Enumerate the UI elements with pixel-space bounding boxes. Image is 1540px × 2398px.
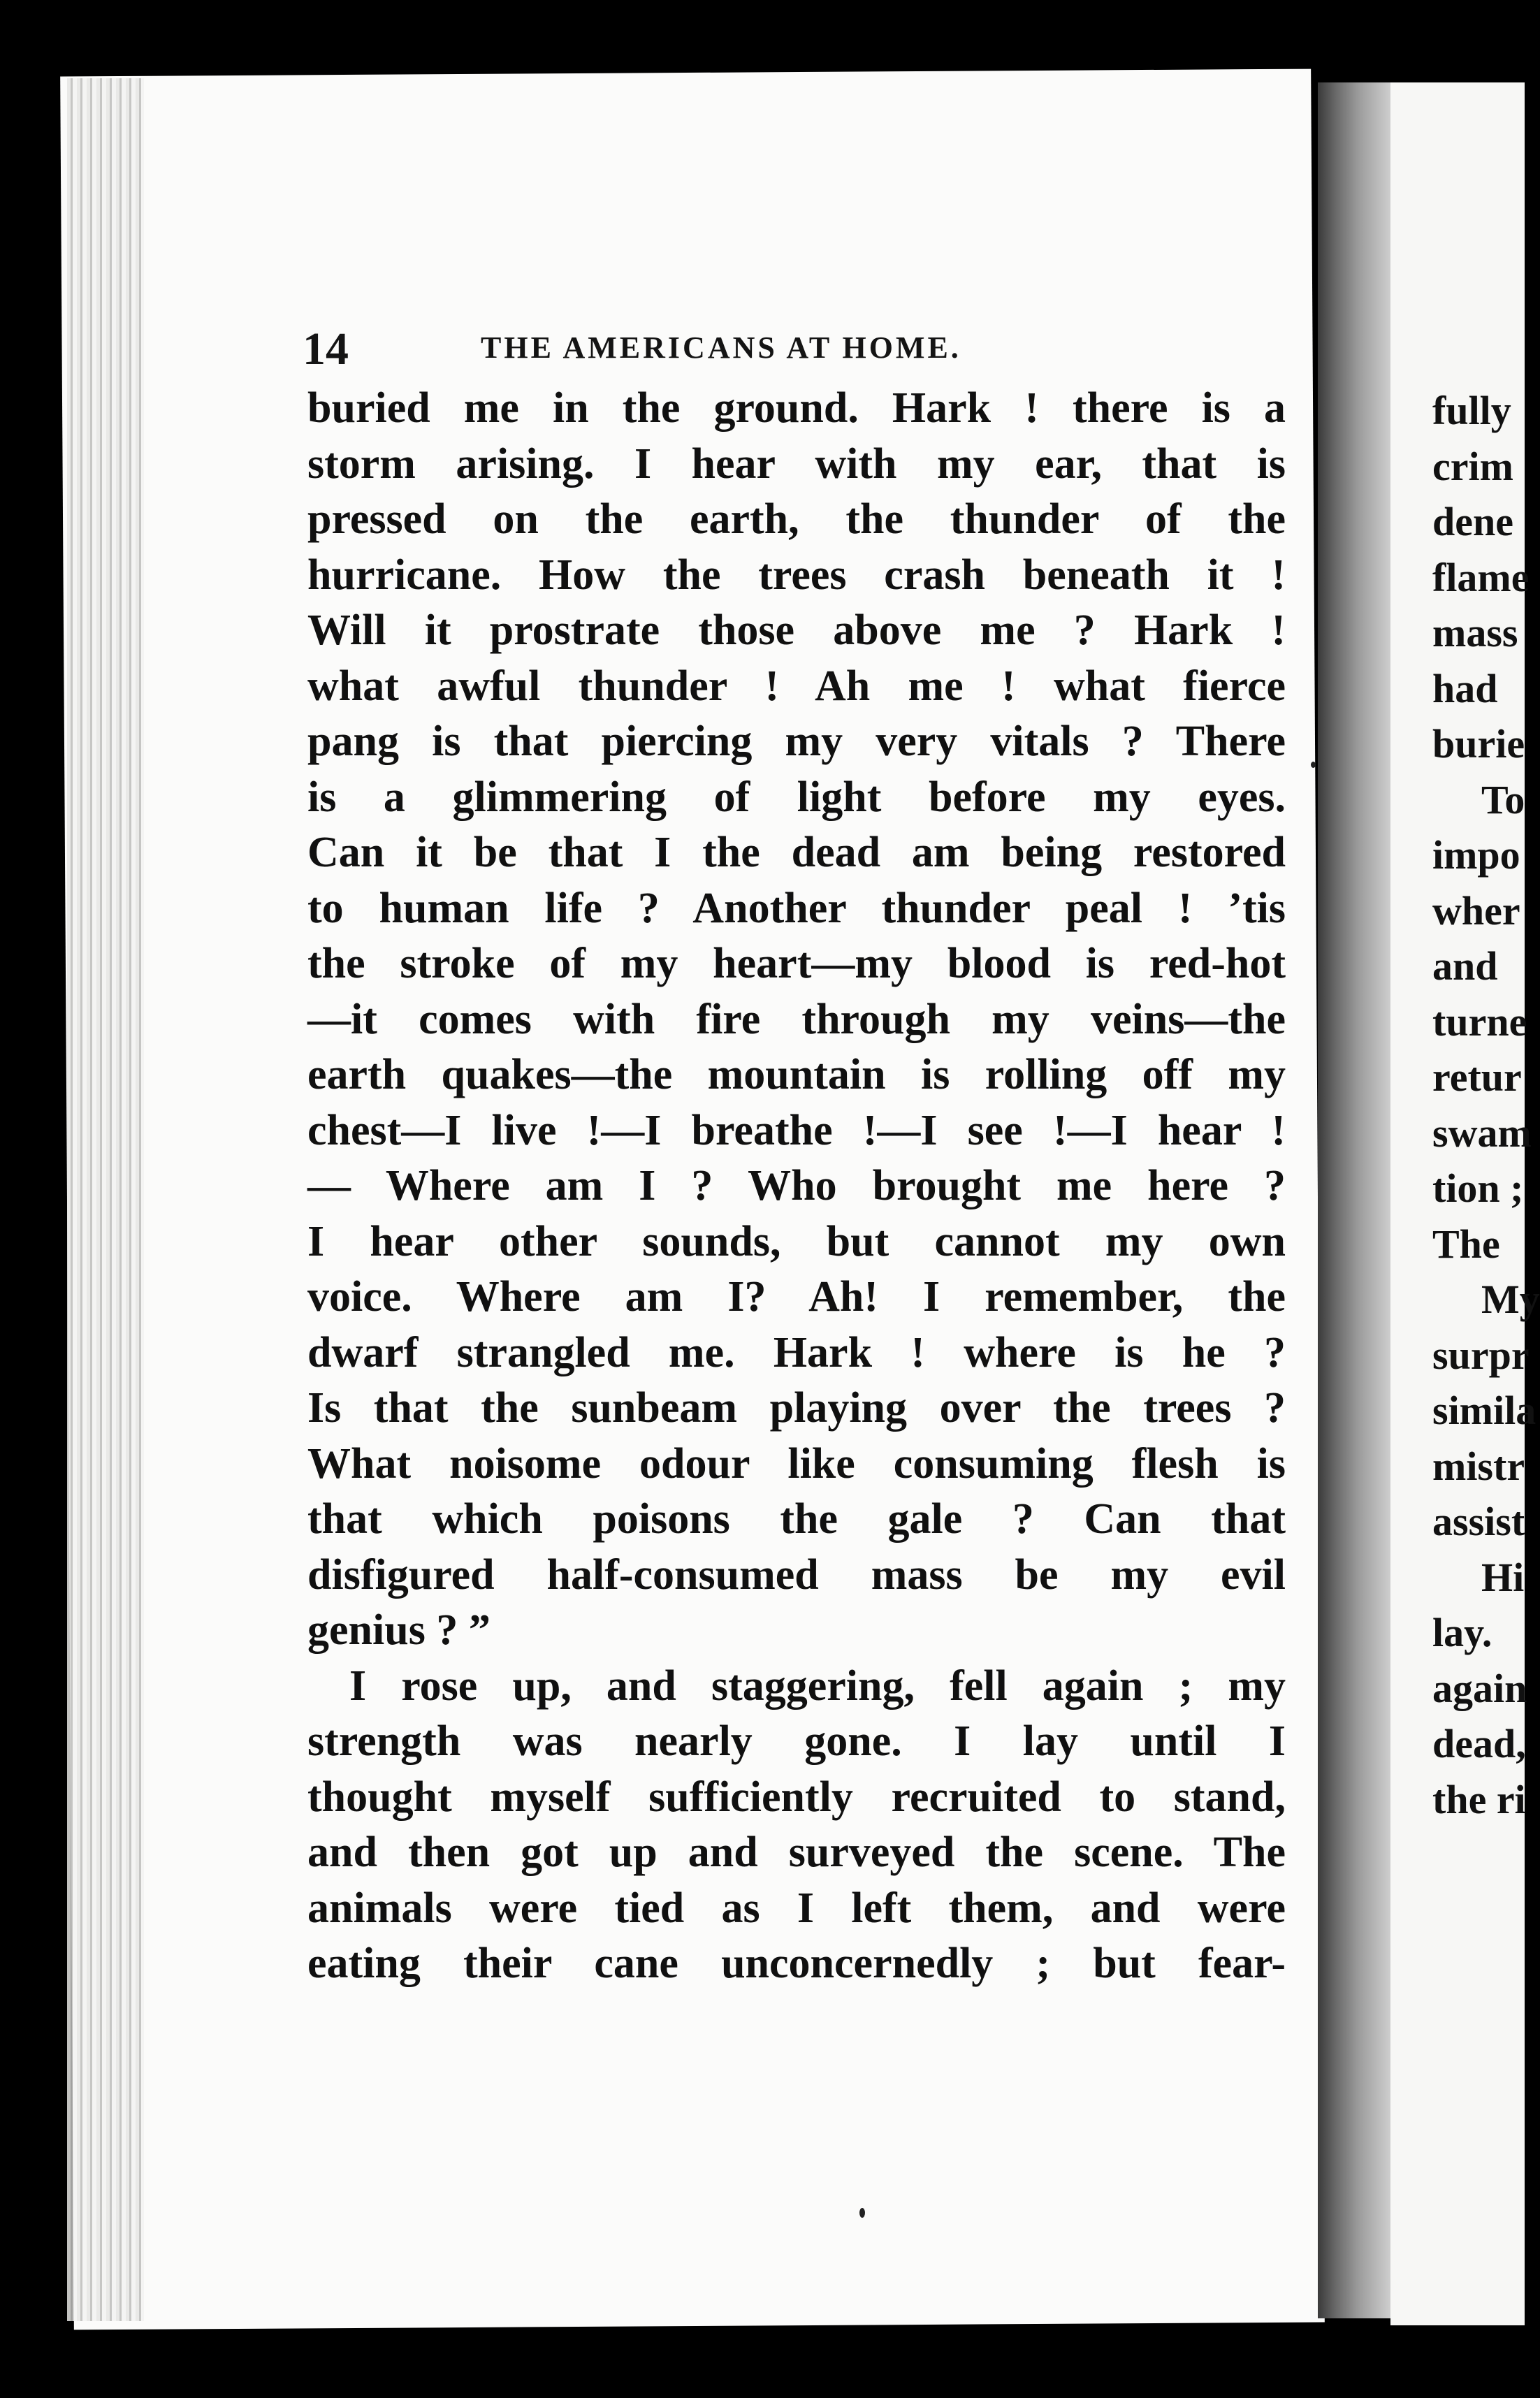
ink-speck	[1311, 762, 1316, 768]
text-line: pang is that piercing my very vitals ? There	[307, 718, 1286, 765]
facing-line: the ri	[1432, 1776, 1526, 1822]
text-line: the stroke of my heart—my blood is red-hot	[307, 940, 1286, 987]
text-line: I hear other sounds, but cannot my own	[307, 1217, 1286, 1265]
facing-line: retur	[1432, 1054, 1522, 1100]
text-line: animals were tied as I left them, and were	[307, 1884, 1286, 1932]
facing-line: burie	[1432, 721, 1525, 766]
text-line: that which poisons the gale ? Can that	[307, 1495, 1286, 1543]
text-line: pressed on the earth, the thunder of the	[307, 495, 1286, 543]
book-gutter	[1318, 82, 1391, 2318]
facing-line: mass	[1432, 610, 1518, 655]
facing-line: simila	[1432, 1388, 1537, 1433]
facing-line: lay.	[1432, 1610, 1492, 1655]
text-line: strength was nearly gone. I lay until I	[307, 1717, 1286, 1765]
text-line: Is that the sunbeam playing over the trees ?	[307, 1384, 1286, 1432]
facing-line: dead,	[1432, 1721, 1526, 1766]
page-number: 14	[303, 324, 349, 375]
text-line: storm arising. I hear with my ear, that is	[307, 439, 1286, 488]
ink-speck	[859, 2208, 865, 2218]
facing-line: surpr	[1432, 1332, 1530, 1378]
facing-page-text	[1432, 383, 1540, 1827]
facing-line: crim	[1432, 443, 1513, 489]
facing-line: mistr	[1432, 1443, 1525, 1489]
text-line: genius ? ”	[307, 1606, 491, 1654]
text-line: disfigured half-consumed mass be my evil	[307, 1550, 1286, 1599]
page-edges	[67, 78, 144, 2321]
text-line: and then got up and surveyed the scene. The	[307, 1829, 1286, 1876]
facing-line: To	[1481, 776, 1525, 822]
facing-line: dene	[1432, 499, 1513, 544]
facing-line: My	[1481, 1277, 1540, 1322]
facing-line: again	[1432, 1665, 1527, 1711]
facing-line: flame	[1432, 554, 1530, 600]
text-line: hurricane. How the trees crash beneath it !	[307, 551, 1286, 599]
facing-line: had	[1432, 665, 1498, 711]
text-line: — Where am I ? Who brought me here ?	[307, 1162, 1286, 1209]
facing-line: The	[1432, 1221, 1500, 1267]
facing-line: assist	[1432, 1499, 1525, 1544]
running-head-title: THE AMERICANS AT HOME.	[481, 330, 961, 365]
facing-page	[1390, 82, 1540, 2325]
text-line: Can it be that I the dead am being restored	[307, 829, 1286, 876]
text-line: What noisome odour like consuming flesh is	[307, 1439, 1286, 1488]
text-line: earth quakes—the mountain is rolling off my	[307, 1051, 1286, 1098]
text-line: is a glimmering of light before my eyes.	[307, 773, 1286, 821]
text-line: voice. Where am I? Ah! I remember, the	[307, 1273, 1286, 1321]
facing-line: Hi	[1481, 1554, 1525, 1600]
facing-line: fully	[1432, 388, 1511, 433]
facing-line: tion ;	[1432, 1165, 1524, 1211]
facing-line: impo	[1432, 832, 1520, 878]
body-text	[307, 381, 1286, 1992]
facing-line: turne	[1432, 998, 1527, 1045]
text-line: what awful thunder ! Ah me ! what fierce	[307, 662, 1286, 710]
text-line: thought myself sufficiently recruited to stand,	[307, 1773, 1286, 1821]
facing-line: swam	[1432, 1110, 1532, 1156]
text-line: I rose up, and staggering, fell again ; my	[349, 1662, 1286, 1710]
text-line: eating their cane unconcernedly ; but fear-	[307, 1940, 1286, 1987]
text-line: to human life ? Another thunder peal ! ’tis	[307, 884, 1286, 932]
facing-line: and	[1432, 943, 1498, 989]
text-line: Will it prostrate those above me ? Hark !	[307, 606, 1286, 654]
text-line: buried me in the ground. Hark ! there is a	[307, 384, 1286, 432]
text-line: —it comes with fire through my veins—the	[307, 995, 1286, 1043]
text-line: dwarf strangled me. Hark ! where is he ?	[307, 1328, 1286, 1376]
facing-line: wher	[1432, 887, 1520, 933]
text-line: chest—I live !—I breathe !—I see !—I hear !	[307, 1106, 1286, 1154]
